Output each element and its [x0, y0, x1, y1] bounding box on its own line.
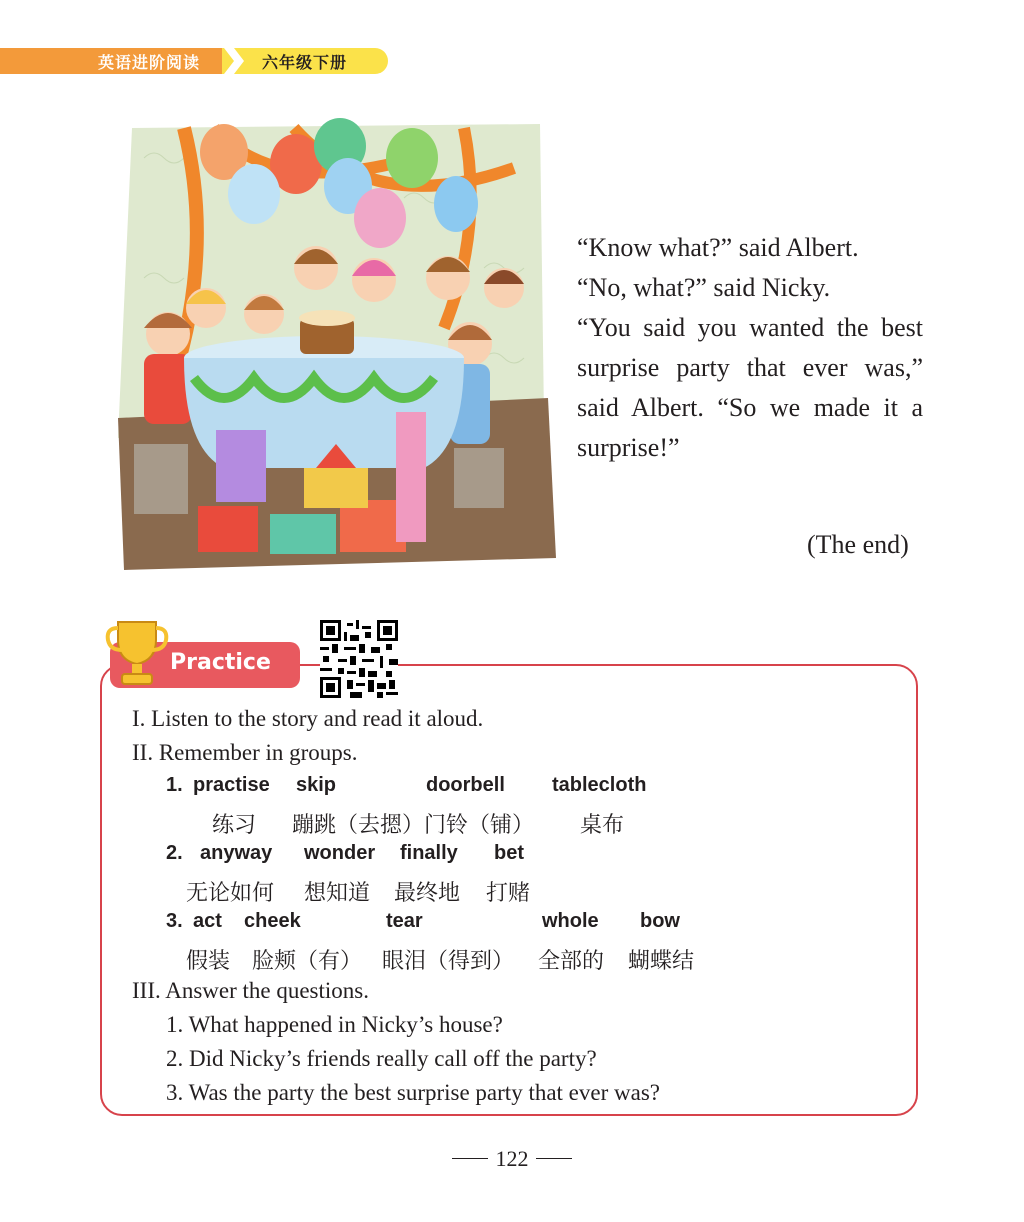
group-number: 1. [166, 774, 183, 796]
grade-title: 六年级下册 [262, 53, 348, 72]
vocab-word: act [193, 910, 222, 932]
series-title: 英语进阶阅读 [98, 53, 201, 72]
group-number: 2. [166, 842, 183, 864]
vocab-meaning: 无论如何 [186, 881, 275, 906]
vocab-word: finally [400, 842, 458, 864]
vocab-word: tablecloth [552, 774, 647, 796]
story-text [577, 228, 923, 468]
story-end: (The end) [807, 530, 909, 559]
trophy-icon [104, 616, 170, 690]
vocab-word: bow [640, 910, 680, 932]
qr-code[interactable] [320, 620, 398, 698]
vocab-meaning: 假装 [186, 949, 231, 974]
vocab-meaning: 练习 [212, 813, 257, 838]
vocab-meaning: 全部的 [538, 949, 605, 974]
vocab-word: whole [542, 910, 599, 932]
vocab-meaning: 想知道 [304, 881, 371, 906]
vocab-word: anyway [200, 842, 273, 864]
practice-section-3: III. Answer the questions. [132, 978, 369, 1003]
vocab-word: bet [494, 842, 524, 864]
practice-section-2: II. Remember in groups. [132, 740, 358, 765]
question: 2. Did Nicky’s friends really call off the party? [166, 1046, 597, 1071]
page-number-rule-right [536, 1158, 572, 1159]
birthday-party-illustration [104, 118, 562, 574]
practice-section-1: I. Listen to the story and read it aloud. [132, 706, 484, 731]
vocab-meaning: 蹦跳（去摁） [292, 813, 425, 838]
story-line: “You said you wanted the best surprise party that ever was,” said Albert. “So we made it a surprise!” [577, 313, 923, 462]
vocab-meaning: 蝴蝶结 [628, 949, 695, 974]
vocab-word: cheek [244, 910, 301, 932]
vocab-meaning: 桌布 [580, 813, 625, 838]
vocab-meaning: 脸颊（有） [252, 949, 363, 974]
running-header [0, 48, 392, 78]
question: 1. What happened in Nicky’s house? [166, 1012, 503, 1037]
story-line: “Know what?” said Albert. [577, 233, 859, 262]
vocab-meaning: 最终地 [394, 881, 461, 906]
vocab-word: skip [296, 774, 337, 796]
vocab-meaning: 眼泪（得到） [382, 949, 515, 974]
vocab-meaning: 门铃（铺） [424, 813, 535, 838]
vocab-word: wonder [304, 842, 376, 864]
vocab-meaning: 打赌 [486, 881, 531, 906]
question: 3. Was the party the best surprise party that ever was? [166, 1080, 660, 1105]
vocab-word: doorbell [426, 774, 505, 796]
page-number: 122 [495, 1146, 529, 1171]
story-line: “No, what?” said Nicky. [577, 273, 831, 302]
header-fold-icon [222, 44, 256, 78]
practice-title: Practice [170, 650, 271, 675]
vocab-word: practise [193, 774, 270, 796]
vocab-word: tear [386, 910, 423, 932]
group-number: 3. [166, 910, 183, 932]
